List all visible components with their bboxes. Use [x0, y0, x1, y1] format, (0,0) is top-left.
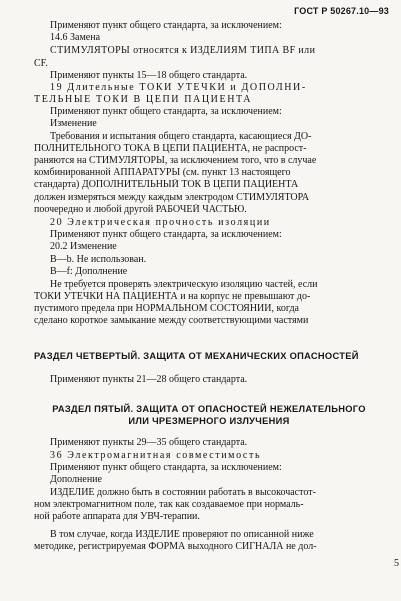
- text-line: Применяют пункты 29—35 общего стандарта.: [50, 437, 248, 448]
- section-five-title-cont: ИЛИ ЧРЕЗМЕРНОГО ИЗЛУЧЕНИЯ: [128, 416, 290, 426]
- clause-heading: ТЕЛЬНЫЕ ТОКИ В ЦЕПИ ПАЦИЕНТА: [34, 94, 253, 105]
- text-line: B—b. Не использован.: [50, 254, 147, 265]
- text-line: сделано короткое замыкание между соответствующими частями: [34, 315, 309, 326]
- text-line: Применяют пункты 21—28 общего стандарта.: [50, 374, 248, 385]
- text-line: поочередно и любой другой РАБОЧЕЙ ЧАСТЬЮ.: [34, 204, 247, 215]
- text-line: ной работе аппарата для УВЧ-терапии.: [34, 511, 200, 522]
- text-line: СТИМУЛЯТОРЫ относятся к ИЗДЕЛИЯМ ТИПА BF или: [50, 45, 316, 56]
- text-line: Применяют пункты 15—18 общего стандарта.: [50, 70, 248, 81]
- text-line: ИЗДЕЛИЕ должно быть в состоянии работать в высокочастот-: [50, 487, 316, 498]
- section-five-title: РАЗДЕЛ ПЯТЫЙ. ЗАЩИТА ОТ ОПАСНОСТЕЙ НЕЖЕЛАТЕЛЬНОГО: [52, 404, 366, 414]
- text-line: Дополнение: [50, 474, 102, 485]
- clause-heading: 36 Электромагнитная совместимость: [50, 450, 262, 461]
- text-line: должен измеряться между каждым электродом СТИМУЛЯТОРА: [34, 192, 310, 203]
- text-line: стандарта) ДОПОЛНИТЕЛЬНЫЙ ТОК В ЦЕПИ ПАЦИЕНТА: [34, 179, 299, 190]
- text-line: Применяют пункт общего стандарта, за исключением:: [50, 462, 282, 473]
- clause-heading: 20 Электрическая прочность изоляции: [50, 217, 271, 228]
- text-line: Требования и испытания общего стандарта, касающиеся ДО-: [50, 131, 312, 142]
- text-line: пустимого предела при НОРМАЛЬНОМ СОСТОЯНИИ, когда: [34, 303, 299, 314]
- text-line: Применяют пункт общего стандарта, за исключением:: [50, 106, 282, 117]
- text-line: Изменение: [50, 118, 97, 129]
- text-line: ТОКИ УТЕЧКИ НА ПАЦИЕНТА и на корпус не превышают до-: [34, 291, 311, 302]
- text-line: комбинированной АППАРАТУРЫ (см. пункт 13 настоящего: [34, 167, 291, 178]
- clause-heading: 20.2 Изменение: [50, 241, 117, 252]
- text-line: В том случае, когда ИЗДЕЛИЕ проверяют по описанной ниже: [50, 529, 314, 540]
- text-line: CF.: [34, 58, 48, 69]
- document-header: ГОСТ Р 50267.10—93: [294, 6, 389, 16]
- text-line: раняются на СТИМУЛЯТОРЫ, за исключением того, что в случае: [34, 155, 317, 166]
- text-line: Применяют пункт общего стандарта, за исключением:: [50, 229, 282, 240]
- text-line: ПОЛНИТЕЛЬНОГО ТОКА В ЦЕПИ ПАЦИЕНТА, не распрост-: [34, 143, 307, 154]
- text-line: B—f: Дополнение: [50, 266, 128, 277]
- section-four-title: РАЗДЕЛ ЧЕТВЕРТЫЙ. ЗАЩИТА ОТ МЕХАНИЧЕСКИХ ОПАСНОСТЕЙ: [34, 351, 359, 361]
- clause-heading: 14.6 Замена: [50, 32, 101, 43]
- text-line: методике, регистрируемая ФОРМА выходного СИГНАЛА не дол-: [34, 541, 317, 552]
- text-line: Применяют пункт общего стандарта, за исключением:: [50, 20, 282, 31]
- text-line: Не требуется проверять электрическую изоляцию частей, если: [50, 279, 318, 290]
- page-mark: 5: [394, 558, 399, 569]
- text-line: ном электромагнитном поле, так как создаваемое при нормаль-: [34, 499, 304, 510]
- clause-heading: 19 Длительные ТОКИ УТЕЧКИ и ДОПОЛНИ-: [50, 82, 307, 93]
